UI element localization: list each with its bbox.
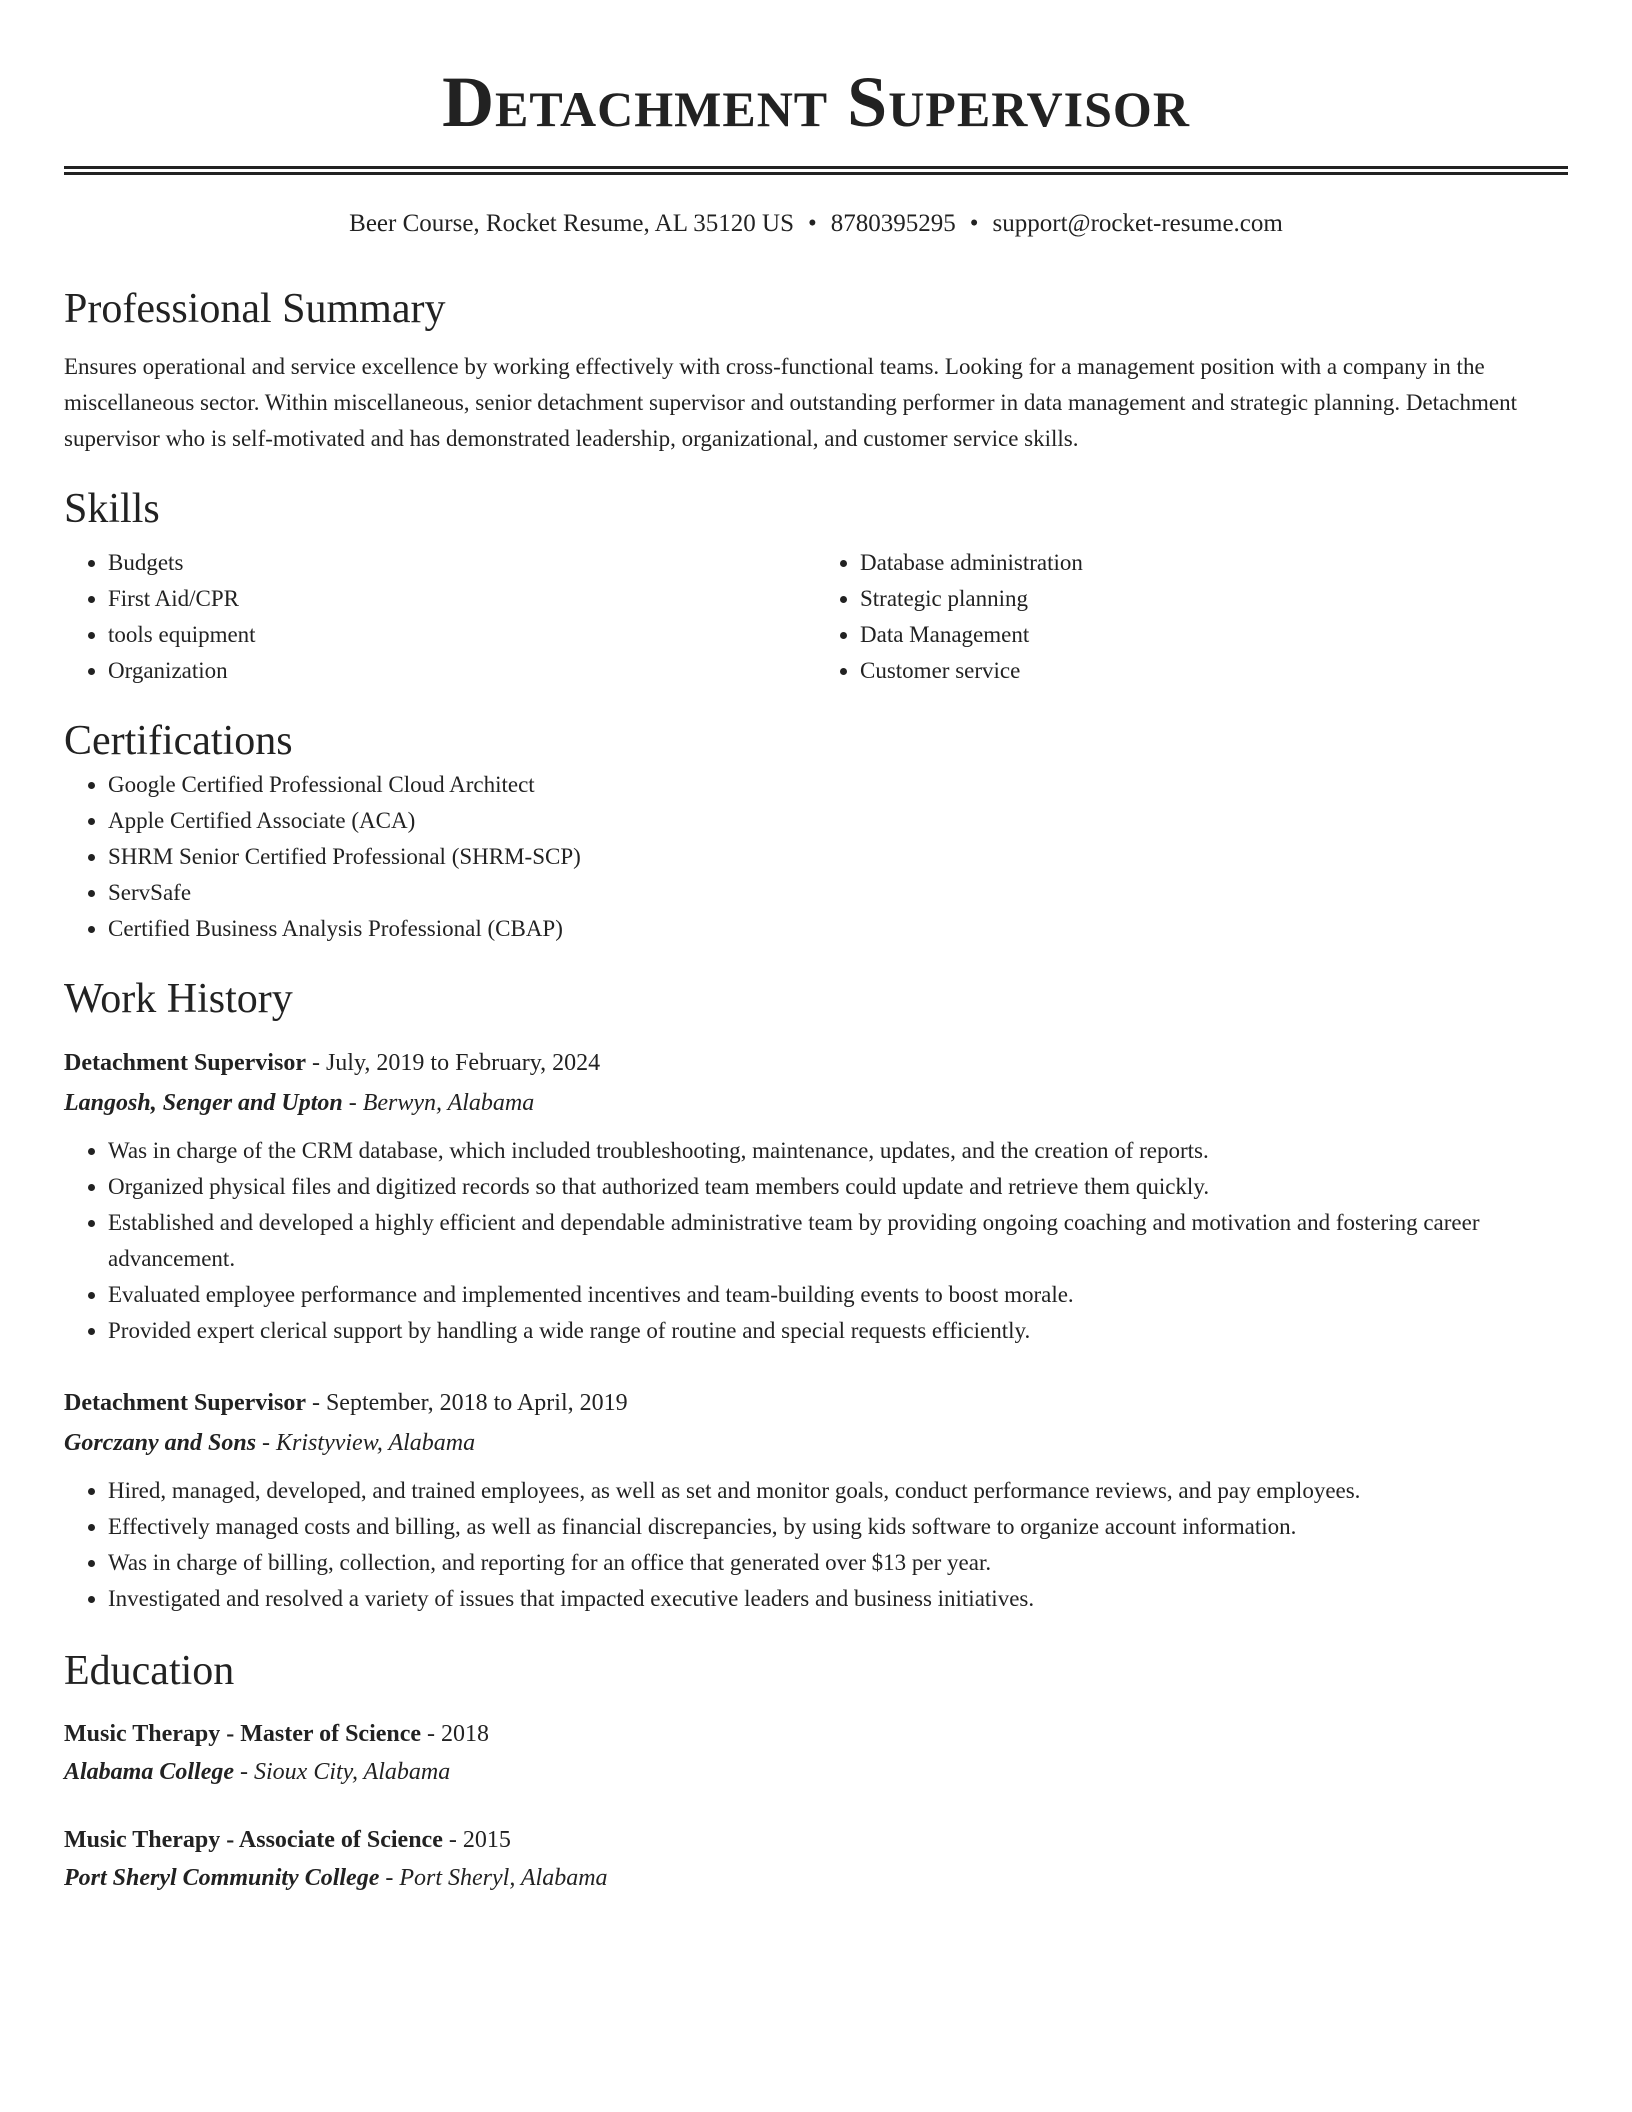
job-bullet: • Effectively managed costs and billing, as well as financial discrepancies, by using kids software to organize account information. — [108, 1509, 1568, 1545]
certifications-list — [64, 767, 1568, 947]
skills-list — [64, 545, 1568, 689]
summary-text: Ensures operational and service excellence by working effectively with cross-functional teams. Looking for a management position with a company in the miscellaneous sector. Within miscellaneous, senior detachment supervisor and outstanding performer in data management and strategic planning. Detachment supervisor who is self-motivated and has demonstrated leadership, organizational, and customer service skills. — [64, 354, 1517, 451]
work-history-heading: Work History — [64, 976, 293, 1022]
job-bullet: • Was in charge of billing, collection, and reporting for an office that generated over $13 per year. — [108, 1545, 1568, 1581]
skills-heading: Skills — [64, 486, 160, 532]
job-employer — [64, 1423, 1568, 1463]
job-title: Detachment Supervisor — [64, 1050, 306, 1076]
education-location: - Sioux City, Alabama — [234, 1759, 451, 1785]
certification-item: • Google Certified Professional Cloud Architect — [108, 767, 1568, 803]
contact-address: Beer Course, Rocket Resume, AL 35120 US — [349, 210, 795, 237]
job-location: - Berwyn, Alabama — [342, 1090, 535, 1116]
education-entry — [64, 1715, 1568, 1791]
job-responsibilities — [64, 1133, 1568, 1349]
education-degree: Music Therapy - Master of Science — [64, 1721, 422, 1747]
skill-item: • tools equipment — [108, 617, 816, 653]
skill-item: • Budgets — [108, 545, 816, 581]
job-header — [64, 1043, 1568, 1083]
education-header — [64, 1715, 1568, 1753]
job-company: Langosh, Senger and Upton — [64, 1090, 343, 1116]
contact-separator: • — [969, 210, 979, 237]
contact-separator: • — [808, 210, 817, 237]
job-title: Detachment Supervisor — [64, 1390, 306, 1416]
education-entry — [64, 1821, 1568, 1897]
certification-item: • ServSafe — [108, 875, 1568, 911]
education-year: - 2015 — [442, 1827, 511, 1853]
contact-email: support@rocket-resume.com — [992, 210, 1283, 237]
skill-item: • Strategic planning — [860, 581, 1568, 617]
skill-item: • First Aid/CPR — [108, 581, 816, 617]
education-institution — [64, 1859, 1568, 1897]
certification-item: • SHRM Senior Certified Professional (SHRM-SCP) — [108, 839, 1568, 875]
job-company: Gorczany and Sons — [64, 1430, 257, 1456]
job-dates: - September, 2018 to April, 2019 — [305, 1390, 628, 1416]
education-institution — [64, 1753, 1568, 1791]
header-divider — [64, 166, 1568, 175]
job-bullet: • Organized physical files and digitized records so that authorized team members could update and retrieve them quickly. — [108, 1169, 1568, 1205]
job-header — [64, 1383, 1568, 1423]
skill-item: • Database administration — [860, 545, 1568, 581]
education-year: - 2018 — [421, 1721, 490, 1747]
skill-item: • Organization — [108, 653, 816, 689]
education-location: - Port Sheryl, Alabama — [379, 1865, 608, 1891]
job-bullet: • Established and developed a highly efficient and dependable administrative team by providing ongoing coaching and motivation and fostering career advancement. — [108, 1205, 1568, 1277]
contact-phone: 8780395295 — [830, 210, 956, 237]
certifications-heading: Certifications — [64, 718, 293, 764]
certification-item: • Apple Certified Associate (ACA) — [108, 803, 1568, 839]
summary-heading: Professional Summary — [64, 286, 446, 332]
job-bullet: • Hired, managed, developed, and trained employees, as well as set and monitor goals, conduct performance reviews, and pay employees. — [108, 1473, 1568, 1509]
job-bullet: • Provided expert clerical support by handling a wide range of routine and special requests efficiently. — [108, 1313, 1568, 1349]
job-bullet: • Was in charge of the CRM database, which included troubleshooting, maintenance, updates, and the creation of reports. — [108, 1133, 1568, 1169]
job-entry — [64, 1043, 1568, 1349]
skills-column-right — [816, 545, 1568, 689]
education-header — [64, 1821, 1568, 1859]
skills-column-left — [64, 545, 816, 689]
education-degree: Music Therapy - Associate of Science — [64, 1827, 443, 1853]
job-bullet: • Investigated and resolved a variety of issues that impacted executive leaders and business initiatives. — [108, 1581, 1568, 1617]
education-school: Alabama College — [64, 1759, 234, 1785]
job-entry — [64, 1383, 1568, 1617]
job-employer — [64, 1083, 1568, 1123]
skill-item: • Customer service — [860, 653, 1568, 689]
contact-line — [64, 207, 1568, 241]
skill-item: • Data Management — [860, 617, 1568, 653]
education-school: Port Sheryl Community College — [64, 1865, 380, 1891]
job-location: - Kristyview, Alabama — [256, 1430, 476, 1456]
job-responsibilities — [64, 1473, 1568, 1617]
job-dates: - July, 2019 to February, 2024 — [305, 1050, 601, 1076]
resume-name: Detachment Supervisor — [442, 62, 1190, 142]
job-bullet: • Evaluated employee performance and implemented incentives and team-building events to boost morale. — [108, 1277, 1568, 1313]
education-heading: Education — [64, 1648, 235, 1694]
certification-item: • Certified Business Analysis Professional (CBAP) — [108, 911, 1568, 947]
